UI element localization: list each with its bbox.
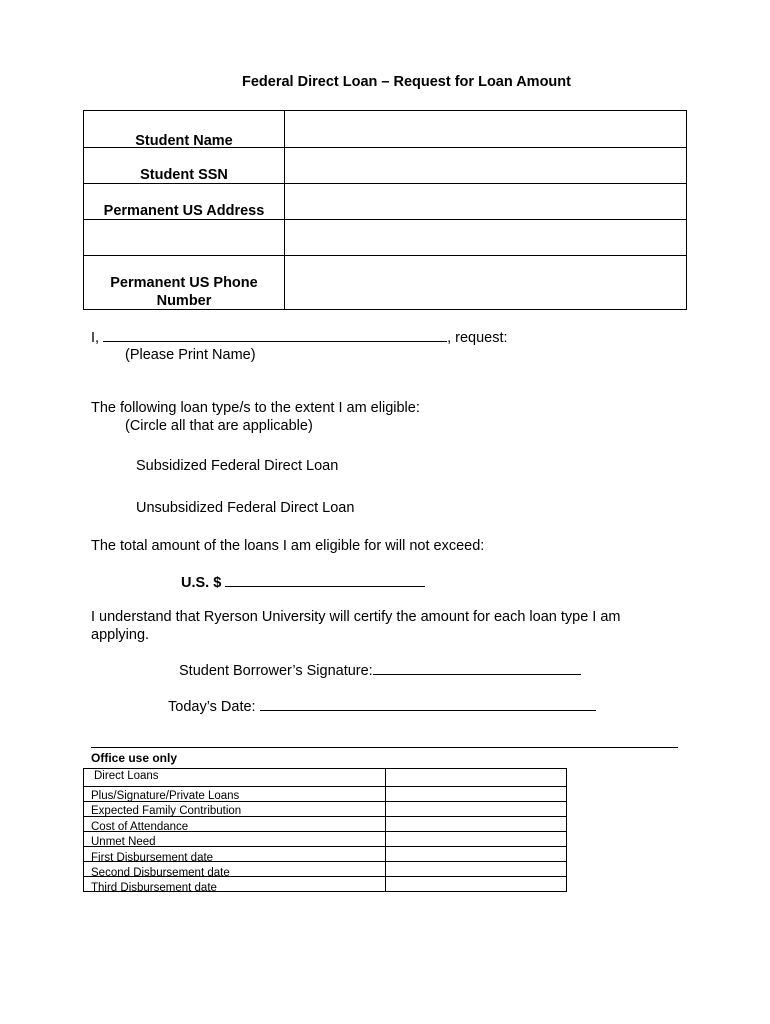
office-row-label: First Disbursement date bbox=[91, 852, 214, 864]
office-row-label: Third Disbursement date bbox=[91, 882, 217, 894]
signature-label: Student Borrower’s Signature: bbox=[179, 663, 373, 679]
amount-field[interactable] bbox=[225, 573, 425, 587]
certify-line2: applying. bbox=[91, 627, 150, 643]
phone-label-line2: Number bbox=[156, 293, 212, 309]
office-row-label: Second Disbursement date bbox=[91, 867, 230, 879]
print-name-hint: (Please Print Name) bbox=[125, 347, 256, 363]
student-name-field[interactable] bbox=[285, 111, 686, 147]
request-suffix: , request: bbox=[447, 330, 508, 346]
date-field[interactable] bbox=[260, 697, 596, 711]
loan-types-intro: The following loan type/s to the extent I am eligible: bbox=[91, 400, 420, 416]
amount-intro: The total amount of the loans I am eligible for will not exceed: bbox=[91, 538, 485, 554]
table-divider bbox=[385, 769, 386, 891]
table-row-divider bbox=[84, 846, 566, 847]
print-name-field[interactable] bbox=[103, 328, 447, 342]
address-label: Permanent US Address bbox=[103, 203, 265, 219]
subsidized-loan-option[interactable]: Subsidized Federal Direct Loan bbox=[136, 458, 339, 474]
signature-field[interactable] bbox=[373, 661, 581, 675]
phone-field[interactable] bbox=[285, 256, 686, 310]
certify-line1: I understand that Ryerson University will certify the amount for each loan type I am bbox=[91, 609, 621, 625]
table-row-divider bbox=[84, 786, 566, 787]
student-ssn-label: Student SSN bbox=[140, 167, 228, 183]
amount-line bbox=[181, 573, 425, 592]
phone-label-line1: Permanent US Phone bbox=[110, 275, 258, 291]
request-line bbox=[91, 328, 508, 347]
office-row-label: Expected Family Contribution bbox=[91, 805, 242, 817]
address-line2-field[interactable] bbox=[285, 220, 686, 255]
office-use-table bbox=[83, 768, 567, 892]
office-row-label: Plus/Signature/Private Loans bbox=[91, 790, 240, 802]
student-info-table bbox=[83, 110, 687, 310]
loan-types-hint: (Circle all that are applicable) bbox=[125, 418, 313, 434]
student-name-label: Student Name bbox=[135, 133, 233, 149]
unsubsidized-loan-option[interactable]: Unsubsidized Federal Direct Loan bbox=[136, 500, 355, 516]
request-prefix: I, bbox=[91, 330, 100, 346]
date-label: Today’s Date: bbox=[168, 699, 256, 715]
student-ssn-field[interactable] bbox=[285, 148, 686, 183]
form-title: Federal Direct Loan – Request for Loan Amount bbox=[242, 74, 571, 90]
office-row-label: Unmet Need bbox=[91, 836, 156, 848]
office-row-label: Direct Loans bbox=[94, 770, 159, 782]
section-divider bbox=[91, 747, 678, 748]
currency-label: U.S. $ bbox=[181, 575, 222, 591]
office-row-label: Cost of Attendance bbox=[91, 821, 189, 833]
date-line bbox=[168, 697, 596, 716]
address-field[interactable] bbox=[285, 184, 686, 219]
signature-line bbox=[179, 661, 581, 680]
office-use-heading: Office use only bbox=[91, 751, 178, 765]
